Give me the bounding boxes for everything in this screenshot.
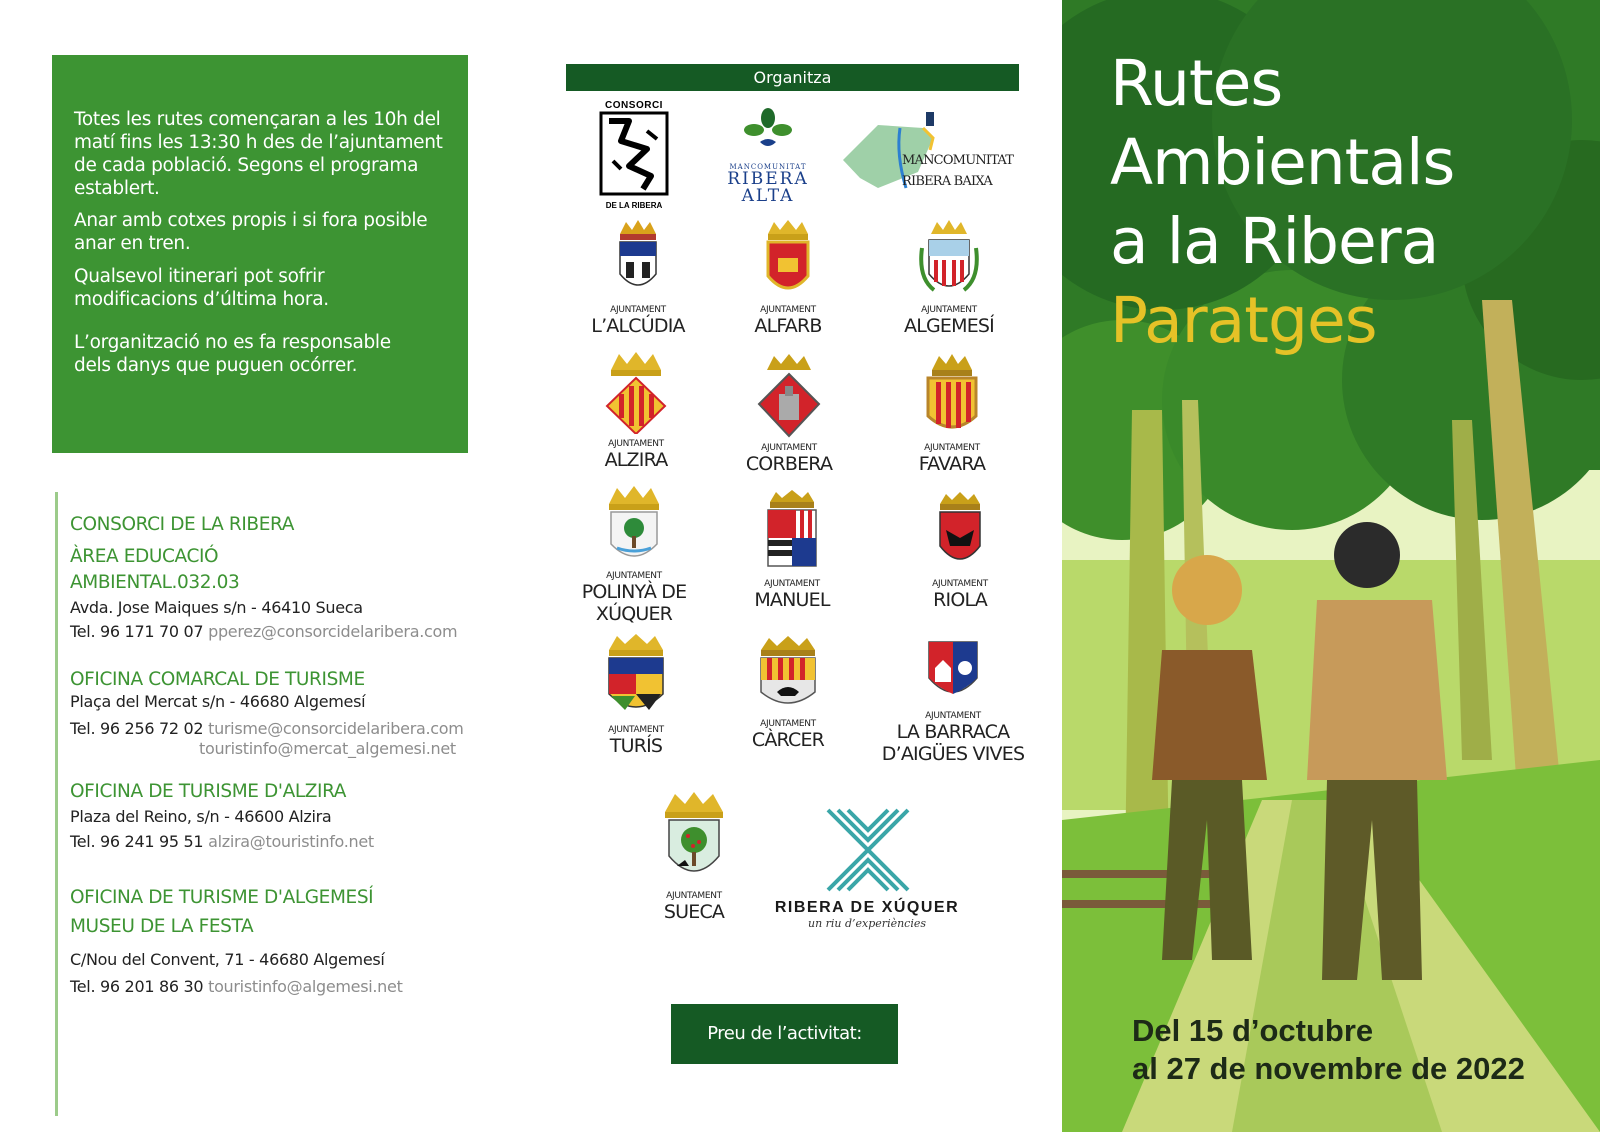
town-logo-alzira xyxy=(581,350,691,471)
contact-address: C/Nou del Convent, 71 - 46680 Algemesí xyxy=(70,950,385,969)
cover-dates xyxy=(1132,1012,1525,1088)
info-changes-text: Qualsevol itinerari pot sofrir modificacions d’última hora. xyxy=(74,266,329,310)
contact-subtitle: MUSEU DE LA FESTA xyxy=(70,916,254,937)
town-name: TURÍS xyxy=(609,735,663,757)
contact-email-link[interactable]: touristinfo@mercat_algemesi.net xyxy=(199,739,456,758)
manuel-shield-icon xyxy=(762,488,822,574)
town-name: SUECA xyxy=(663,901,725,923)
ajuntament-label: AJUNTAMENT xyxy=(921,305,977,315)
town-name: POLINYÀ DE xyxy=(581,581,687,603)
ajuntament-label: AJUNTAMENT xyxy=(608,439,664,449)
ribera-de-xuquer-logo xyxy=(772,806,962,930)
cover-title-line1: Rutes xyxy=(1110,47,1283,120)
price-badge: Preu de l’activitat: Gratuïta xyxy=(671,1004,898,1064)
ajuntament-label: AJUNTAMENT xyxy=(925,711,981,721)
contact-email-link[interactable]: alzira@touristinfo.net xyxy=(208,832,374,851)
favara-shield-icon xyxy=(920,352,984,438)
town-logo-polinya xyxy=(570,484,698,625)
town-logo-turis xyxy=(581,632,691,757)
town-name: CORBERA xyxy=(745,453,833,475)
town-name: FAVARA xyxy=(918,453,986,475)
contact-phone-line xyxy=(70,832,374,851)
ribera-baixa-line1: MANCOMUNITAT xyxy=(902,153,1014,168)
ribera-xuquer-tagline: un riu d’experiències xyxy=(807,917,927,930)
contact-phone: Tel. 96 171 70 07 xyxy=(70,622,204,641)
ribera-baixa-text xyxy=(902,150,1013,192)
contact-address: Plaça del Mercat s/n - 46680 Algemesí xyxy=(70,692,366,711)
contact-phone-line xyxy=(70,622,457,641)
town-name: ALFARB xyxy=(754,315,822,337)
contact-email-link[interactable]: pperez@consorcidelaribera.com xyxy=(208,622,458,641)
sueca-shield-icon xyxy=(655,790,733,886)
ajuntament-label: AJUNTAMENT xyxy=(760,305,816,315)
cover-dates-line1: Del 15 d’octubre xyxy=(1132,1013,1374,1048)
info-transport-text: Anar amb cotxes propis i si fora posible anar en tren. xyxy=(74,210,428,254)
corbera-shield-icon xyxy=(757,352,821,438)
ribera-alta-small-text: MANCOMUNITAT xyxy=(729,163,807,171)
ajuntament-label: AJUNTAMENT xyxy=(760,719,816,729)
info-schedule-text: Totes les rutes començaran a les 10h del matí fins les 13:30 h des de l’ajuntament de cada població. Segons el programa establert. xyxy=(74,109,443,199)
cover-panel xyxy=(1062,0,1600,1132)
town-name: L’ALCÚDIA xyxy=(591,315,685,337)
town-name: ALZIRA xyxy=(604,449,668,471)
ribera-alta-logo xyxy=(718,108,818,205)
contact-title: OFICINA DE TURISME D'ALZIRA xyxy=(70,781,347,802)
town-name: ALGEMESÍ xyxy=(904,315,994,337)
town-logo-riola xyxy=(905,490,1015,611)
ajuntament-label: AJUNTAMENT xyxy=(666,891,722,901)
town-name: CÀRCER xyxy=(751,729,825,751)
town-name: RIOLA xyxy=(933,589,987,611)
town-logo-carcer xyxy=(736,634,840,751)
consorci-logo xyxy=(594,100,674,210)
cover-dates-line2: al 27 de novembre de 2022 xyxy=(1132,1051,1525,1086)
town-logo-algemesi xyxy=(880,218,1018,337)
contact-title: OFICINA DE TURISME D'ALGEMESÍ xyxy=(70,887,374,908)
ribera-xuquer-x-icon xyxy=(824,806,910,892)
contact-phone: Tel. 96 201 86 30 xyxy=(70,977,204,996)
polinya-shield-icon xyxy=(599,484,669,566)
consorci-logo-top: CONSORCI xyxy=(605,100,663,111)
ajuntament-label: AJUNTAMENT xyxy=(764,579,820,589)
contact-title: CONSORCI DE LA RIBERA xyxy=(70,514,294,535)
contact-address: Plaza del Reino, s/n - 46600 Alzira xyxy=(70,807,332,826)
alzira-shield-icon xyxy=(601,350,671,434)
riola-shield-icon xyxy=(934,490,986,574)
alfarb-shield-icon xyxy=(762,218,814,300)
organitza-header: Organitza xyxy=(566,64,1019,91)
ajuntament-label: AJUNTAMENT xyxy=(606,571,662,581)
town-logo-favara xyxy=(893,352,1011,475)
contact-subtitle: AMBIENTAL.032.03 xyxy=(70,572,240,593)
cover-title-line2: Ambientals xyxy=(1110,126,1455,199)
ajuntament-label: AJUNTAMENT xyxy=(924,443,980,453)
ribera-alta-line1: RIBERA xyxy=(727,169,809,189)
contact-phone: Tel. 96 256 72 02 xyxy=(70,719,204,738)
town-logo-la-barraca xyxy=(878,638,1028,765)
town-logo-corbera xyxy=(733,352,845,475)
la-barraca-shield-icon xyxy=(925,638,981,706)
ajuntament-label: AJUNTAMENT xyxy=(610,305,666,315)
contact-title: OFICINA COMARCAL DE TURISME xyxy=(70,669,365,690)
cover-subtitle: Paratges xyxy=(1110,284,1377,357)
info-box xyxy=(52,55,468,453)
ribera-xuquer-name: RIBERA DE XÚQUER xyxy=(774,899,960,916)
contact-email-link[interactable]: touristinfo@algemesi.net xyxy=(208,977,403,996)
contact-email-link[interactable]: turisme@consorcidelaribera.com xyxy=(208,719,464,738)
ribera-baixa-logo xyxy=(838,110,1013,195)
contact-address: Avda. Jose Maiques s/n - 46410 Sueca xyxy=(70,598,363,617)
lalcudia-shield-icon xyxy=(614,218,662,300)
town-name: D’AIGÜES VIVES xyxy=(881,743,1025,765)
contact-subtitle: ÀREA EDUCACIÓ xyxy=(70,546,219,567)
ribera-alta-leaves-icon xyxy=(738,108,798,158)
town-name: MANUEL xyxy=(754,589,830,611)
algemesi-shield-icon xyxy=(914,218,984,300)
town-name: LA BARRACA xyxy=(896,721,1010,743)
contact-phone-line xyxy=(70,719,464,738)
turis-shield-icon xyxy=(601,632,671,720)
cover-title xyxy=(1110,44,1454,360)
ajuntament-label: AJUNTAMENT xyxy=(761,443,817,453)
town-logo-sueca xyxy=(644,790,744,923)
ribera-alta-line2: ALTA xyxy=(741,186,795,206)
town-logo-lalcudia xyxy=(571,218,705,337)
contact-phone-line xyxy=(70,977,403,996)
contacts-divider xyxy=(55,492,58,1116)
ajuntament-label: AJUNTAMENT xyxy=(608,725,664,735)
town-name: XÚQUER xyxy=(595,603,673,625)
carcer-shield-icon xyxy=(755,634,821,714)
contact-phone: Tel. 96 241 95 51 xyxy=(70,832,204,851)
info-disclaimer-text: L’organització no es fa responsable dels danys que puguen ocórrer. xyxy=(74,332,391,376)
town-logo-alfarb xyxy=(728,218,848,337)
consorci-logo-bottom: DE LA RIBERA xyxy=(605,201,663,210)
consorci-river-icon xyxy=(599,111,669,196)
town-logo-manuel xyxy=(735,488,849,611)
ribera-baixa-line2: RIBERA BAIXA xyxy=(902,174,992,189)
ajuntament-label: AJUNTAMENT xyxy=(932,579,988,589)
cover-title-line3: a la Ribera xyxy=(1110,205,1439,278)
